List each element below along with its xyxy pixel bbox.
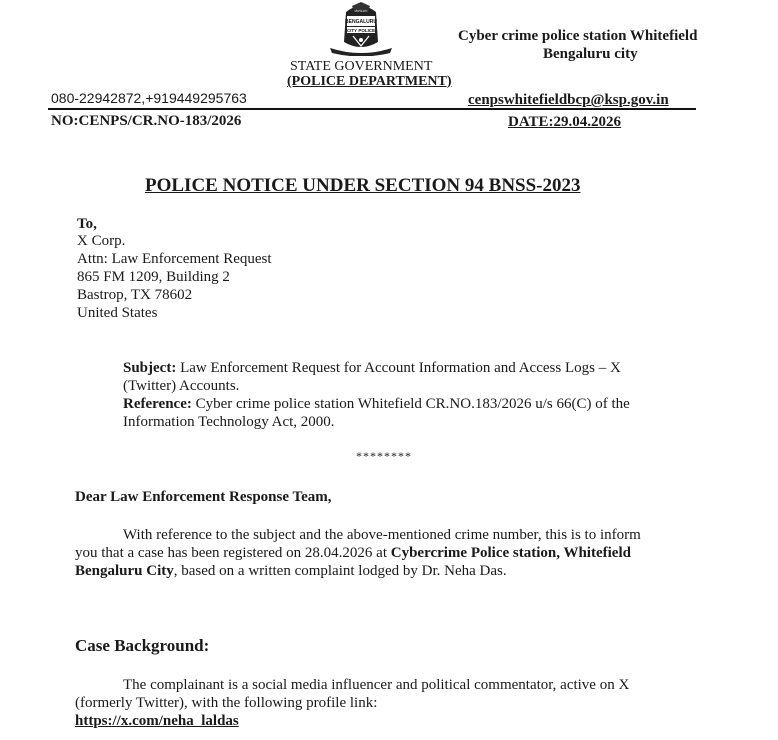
- body-line-3b: , based on a written complaint lodged by Dr. Neha Das.: [173, 563, 507, 579]
- phone-numbers: 080-22942872,+919449295763: [51, 90, 247, 106]
- case-line-2: (formerly Twitter), with the following profile link:: [75, 695, 378, 711]
- notice-title: POLICE NOTICE UNDER SECTION 94 BNSS-2023: [145, 175, 581, 196]
- station-name-line1: Cyber crime police station Whitefield: [458, 28, 698, 44]
- body-line-2a: you that a case has been registered on 28.04.2026 at: [75, 545, 391, 561]
- body-line-1: With reference to the subject and the above-mentioned crime number, this is to inform: [123, 527, 641, 543]
- email-link[interactable]: cenpswhitefieldbcp@ksp.gov.in: [468, 92, 669, 108]
- address-line: 865 FM 1209, Building 2: [77, 269, 230, 285]
- emblem-text-1: BENGALURU: [345, 19, 377, 25]
- police-emblem-logo: [326, 2, 396, 56]
- body-paragraph: [75, 526, 641, 580]
- station-name-line2: Bengaluru city: [543, 46, 638, 62]
- subject-label: Subject:: [123, 360, 177, 376]
- case-line-1: The complainant is a social media influencer and political commentator, active on X: [123, 677, 630, 693]
- address-line: United States: [77, 305, 158, 321]
- salutation: Dear Law Enforcement Response Team,: [75, 489, 332, 505]
- address-line: X Corp.: [77, 233, 126, 249]
- department-label: (POLICE DEPARTMENT): [287, 74, 452, 89]
- state-government-label: STATE GOVERNMENT: [290, 59, 433, 74]
- emblem-text-2: CITY POLICE: [346, 28, 376, 33]
- reference-text-2: Information Technology Act, 2000.: [123, 414, 335, 430]
- header-divider: [48, 108, 696, 110]
- case-background-heading: Case Background:: [75, 636, 210, 655]
- body-line-3a: Bengaluru City: [75, 563, 174, 579]
- subject-block: [123, 359, 630, 431]
- address-line: Bastrop, TX 78602: [77, 287, 193, 303]
- reference-label: Reference:: [123, 396, 192, 412]
- address-line: Attn: Law Enforcement Request: [77, 251, 272, 267]
- notice-date: DATE:29.04.2026: [508, 114, 622, 130]
- profile-link[interactable]: https://x.com/neha_laldas: [75, 713, 239, 729]
- body-line-2b: Cybercrime Police station, Whitefield: [390, 545, 631, 561]
- emblem-text-kannada: ಬೆಂಗಳೂರು: [354, 9, 368, 13]
- address-to: To,: [77, 216, 97, 232]
- reference-text-1: Cyber crime police station Whitefield CR.NO.183/2026 u/s 66(C) of the: [191, 396, 630, 412]
- subject-text-1: Law Enforcement Request for Account Information and Access Logs – X: [176, 360, 621, 376]
- reference-number: NO:CENPS/CR.NO-183/2026: [51, 113, 242, 129]
- subject-text-2: (Twitter) Accounts.: [123, 378, 240, 394]
- separator-stars: ********: [356, 449, 412, 463]
- case-background-paragraph: [75, 676, 629, 712]
